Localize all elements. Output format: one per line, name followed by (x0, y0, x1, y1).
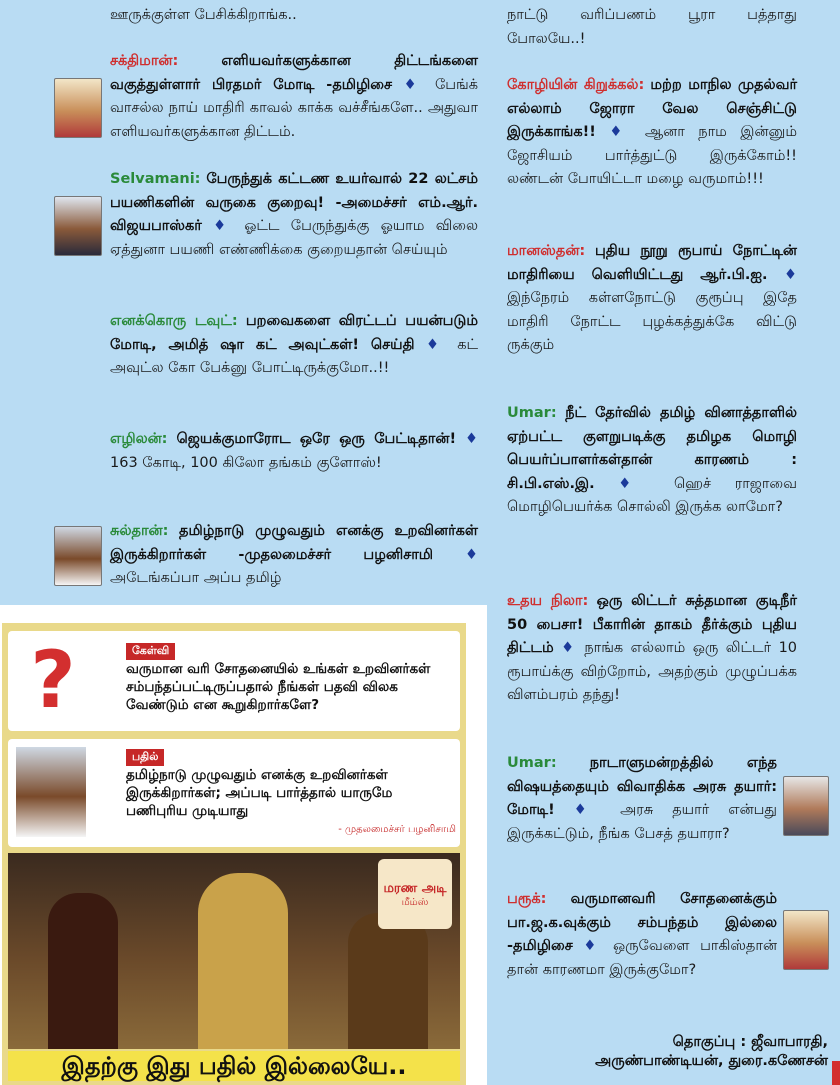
entry-headline: பேருந்துக் கட்டண உயர்வால் 22 லட்சம் பயணிகளின் வருகை குறைவு! -அமைச்சர் எம்.ஆர். விஜயபாஸ்கர் (110, 171, 479, 234)
question-box (8, 631, 460, 731)
left-entry-2 (110, 168, 478, 262)
entry-text: அரசு தயார் என்பது இருக்கட்டும், நீங்க பேசத் தயாரா? (507, 802, 777, 842)
left-entry-4 (110, 428, 478, 475)
entry-text: ஹெச் ராஜாவை மொழிபெயர்க்க சொல்லி இருக்க லாமோ? (507, 475, 798, 515)
answer-source: - முதலமைச்சர் பழனிசாமி (338, 824, 456, 835)
diamond-icon: ♦ (465, 546, 479, 563)
avatar-tamilisai-2 (783, 910, 829, 970)
question-content (126, 639, 456, 714)
figure-center (198, 873, 288, 1049)
credits-line-1: தொகுப்பு : ஜீவாபாரதி, (672, 1034, 828, 1050)
diamond-icon: ♦ (583, 938, 603, 954)
logo-subtext: மீம்ஸ் (401, 897, 429, 908)
right-entry-3 (507, 402, 797, 520)
entry-text: பேங்க் வாசல்ல நாய் மாதிரி காவல் காக்க வச்சீங்களே.. அதுவா எளியவர்களுக்கான திட்டம். (110, 76, 479, 140)
entry-author: சுல்தான்: (110, 523, 169, 539)
answer-tag: பதில் (126, 749, 164, 766)
entry-headline: புதிய நூறு ரூபாய் நோட்டின் மாதிரியை வெளியிட்டது ஆர்.பி.ஐ. (507, 243, 797, 283)
entry-author: Umar: (507, 755, 557, 771)
avatar-palaniswami (54, 526, 102, 586)
diamond-icon: ♦ (561, 640, 577, 656)
right-entry-2 (507, 240, 797, 358)
entry-headline: எளியவர்களுக்கான திட்டங்களை வகுத்துள்ளார் பிரதமர் மோடி -தமிழிசை (110, 53, 478, 93)
entry-text: நாட்டு வரிப்பணம் பூரா பத்தாது போலயே..! (507, 7, 797, 47)
answer-text: தமிழ்நாடு முழுவதும் எனக்கு உறவினர்கள் இருக்கிறார்கள்; அப்படி பார்த்தால் யாருமே பணிபுரிய முடியாது (126, 767, 393, 819)
entry-text: கட் அவுட்ல கோ பேக்னு போட்டிருக்குமோ..!! (110, 336, 479, 376)
entry-text: ஆனா நாம இன்னும் ஜோசியம் பார்த்துட்டு இருக்கோம்!! லண்டன் போயிட்டா மழை வருமாம்!!! (507, 124, 798, 187)
diamond-icon: ♦ (465, 431, 479, 447)
entry-text: ஓட்ட பேருந்துக்கு ஓயாம விலை ஏத்துனா பயணி எண்ணிக்கை குறையதான் செய்யும் (110, 218, 478, 258)
entry-text: அடேங்கப்பா அப்ப தமிழ் (110, 570, 282, 586)
left-entry-5 (110, 520, 478, 591)
entry-text: ஊருக்குள்ள பேசிக்கிறாங்க.. (110, 7, 297, 23)
right-entry-4 (507, 590, 797, 708)
question-text: வருமான வரி சோதனையில் உங்கள் உறவினர்கள் சம்பந்தப்பட்டிருப்பதால் நீங்கள் பதவி விலக வேண்டும் என கூறுகிறார்களே? (126, 661, 431, 713)
entry-author: எழிலன்: (110, 431, 168, 447)
right-column (487, 0, 840, 1085)
figure-left (48, 893, 118, 1049)
entry-author: மானஸ்தன்: (507, 243, 586, 259)
diamond-icon: ♦ (573, 802, 602, 818)
diamond-icon: ♦ (609, 124, 632, 140)
meme-caption: இதற்கு இது பதில் இல்லையே.. (8, 1051, 460, 1081)
movie-still (8, 853, 460, 1049)
entry-author: கோழியின் கிறுக்கல்: (507, 77, 645, 93)
entry-author: Selvamani: (110, 171, 201, 187)
answer-content (126, 745, 456, 836)
right-entry-6 (507, 888, 777, 982)
maranaadi-logo (378, 859, 452, 929)
entry-text: 163 கோடி, 100 கிலோ தங்கம் குளோஸ்! (110, 454, 382, 471)
entry-headline: பறவைகளை விரட்டப் பயன்படும் மோடி, அமித் ஷா கட் அவுட்கள்! செய்தி (110, 313, 478, 353)
right-entry-1 (507, 74, 797, 192)
left-entry-0 (110, 4, 478, 28)
diamond-icon: ♦ (403, 76, 424, 93)
avatar-tamilisai (54, 78, 102, 138)
entry-author: பரூக்: (507, 891, 547, 907)
left-entry-1 (110, 50, 478, 144)
meme-frame (2, 623, 466, 1085)
figure-right (348, 913, 428, 1049)
answer-avatar (16, 747, 86, 837)
page-edge-marker (832, 1061, 840, 1085)
entry-headline: நீட் தேர்வில் தமிழ் வினாத்தாளில் ஏற்பட்ட குளறுபடிக்கு தமிழக மொழி பெயர்ப்பாளர்கள்தான் காரணம் : சி.பி.எஸ்.இ. (507, 405, 798, 492)
entry-author: சக்திமான்: (110, 53, 179, 69)
entry-headline: தமிழ்நாடு முழுவதும் எனக்கு உறவினர்கள் இருக்கிறார்கள் -முதலமைச்சர் பழனிசாமி (110, 523, 479, 563)
right-entry-5 (507, 752, 777, 846)
entry-headline: மற்ற மாநில முதல்வர் எல்லாம் ஜோரா வேல செஞ்சிட்டு இருக்காங்க!! (507, 77, 798, 140)
entry-headline: ஜெயக்குமாரோட ஒரே ஒரு பேட்டிதான்! (176, 431, 457, 447)
entry-headline: வருமானவரி சோதனைக்கும் பா.ஜ.க.வுக்கும் சம்பந்தம் இல்லை -தமிழிசை (507, 891, 777, 954)
entry-headline: ஒரு லிட்டர் சுத்தமான குடிநீர் 50 பைசா! பீகாரின் தாகம் தீர்க்கும் புதிய திட்டம் (507, 593, 798, 656)
meme-image (0, 605, 487, 1085)
left-column (0, 0, 487, 605)
diamond-icon: ♦ (784, 266, 798, 283)
credits (595, 1033, 828, 1071)
entry-author: எனக்கொரு டவுட்: (110, 313, 238, 329)
entry-text: இந்நேரம் கள்ளநோட்டு குரூப்பு இதே மாதிரி நோட்ட புழக்கத்துக்கே விட்டு ருக்கும் (507, 290, 797, 353)
entry-text: ஒருவேளை பாகிஸ்தான் தான் காரணமா இருக்குமோ? (507, 938, 777, 978)
diamond-icon: ♦ (213, 218, 233, 234)
diamond-icon: ♦ (425, 336, 446, 353)
left-entry-3 (110, 310, 478, 381)
logo-text: மரண அடி (383, 881, 447, 896)
entry-headline: நாடாளுமன்றத்தில் எந்த விஷயத்தையும் விவாதிக்க அரசு தயார்: மோடி! (507, 755, 777, 818)
diamond-icon: ♦ (618, 475, 651, 492)
question-mark-icon: ? (30, 636, 76, 726)
entry-text: நாங்க எல்லாம் ஒரு லிட்டர் 10 ரூபாய்க்கு விற்றோம், அதற்கும் முழுப்பக்க விளம்பரம் தந்து! (507, 640, 798, 703)
avatar-vijayabaskar (54, 196, 102, 256)
answer-box (8, 739, 460, 847)
entry-author: உதய நிலா: (507, 593, 589, 609)
entry-author: Umar: (507, 405, 557, 421)
credits-line-2: அருண்பாண்டியன், துரை.கணேசன் (595, 1053, 828, 1069)
question-tag: கேள்வி (126, 643, 175, 660)
avatar-modi (783, 776, 829, 836)
right-entry-0 (507, 4, 797, 51)
